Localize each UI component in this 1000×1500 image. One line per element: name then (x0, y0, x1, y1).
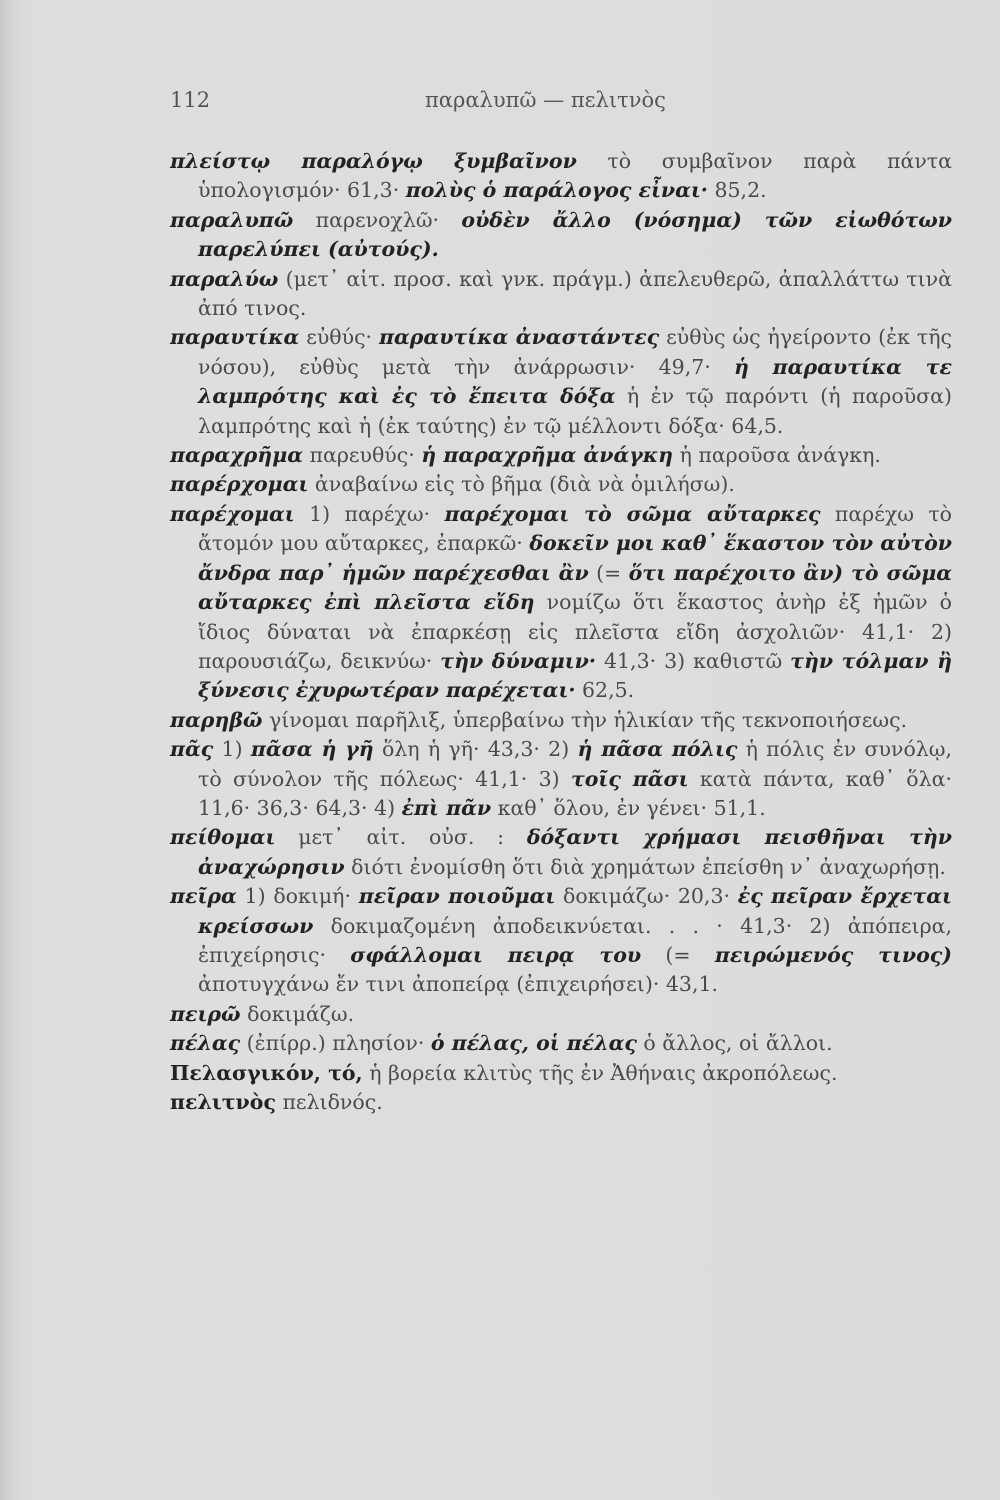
headword: πέλας (170, 1031, 241, 1056)
phrase: ἡ παραυτίκα τε λαμπρότης καὶ ἐς τὸ ἔπειτα δόξα (198, 354, 953, 409)
headword: πεῖρα (170, 884, 237, 909)
phrase: οὐδὲν ἄλλο (νόσημα) τῶν εἰωθότων παρελύπει (αὐτούς). (198, 207, 952, 262)
page-header (170, 88, 950, 120)
headword: παραλυπῶ (170, 207, 294, 232)
headword: πᾶς (170, 737, 214, 762)
definition: δοκιμάζω. (240, 1001, 355, 1026)
definition: (ἐπίρρ.) πλησίον· (240, 1031, 431, 1056)
definition: μετ᾽ αἰτ. οὐσ. : (275, 825, 527, 850)
entry-peira (170, 882, 952, 1000)
glossary-body (170, 147, 952, 1117)
definition: εὐθύς· (299, 325, 379, 350)
phrase: δόξαντι χρήμασι πεισθῆναι τὴν ἀναχώρησιν (198, 825, 953, 879)
headword: πλείστῳ παραλόγῳ ξυμβαῖνον (170, 149, 577, 173)
entry-pelas (170, 1029, 952, 1058)
phrase: δοκεῖν μοι καθ᾽ ἕκαστον τὸν αὐτὸν ἄνδρα παρ᾽ ἡμῶν παρέχεσθαι ἂν (198, 531, 953, 585)
headword: πειρῶ (170, 1001, 241, 1026)
phrase: παραυτίκα ἀναστάντες (379, 325, 660, 350)
headword: πελιτνὸς (170, 1090, 276, 1114)
entry-parachrema (170, 441, 952, 470)
definition: 1) (213, 737, 251, 762)
definition: ἡ παροῦσα ἀνάγκη. (673, 443, 881, 468)
definition: δοκιμάζω· 20,3· (555, 884, 738, 909)
definition: ἀποτυγχάνω ἔν τινι ἀποπείρᾳ (ἐπιχειρήσει)· 43,1. (198, 972, 719, 997)
phrase: πολὺς ὁ παράλογος εἶναι· (405, 178, 708, 203)
entry-pelasgikon (170, 1059, 952, 1088)
definition: κατὰ πάντα, καθ᾽ ὅλα· 11,6· 36,3· 64,3· 4) (198, 766, 952, 820)
phrase: πειρώμενός τινος) (714, 942, 952, 967)
definition: ἀναβαίνω εἰς τὸ βῆμα (διὰ νὰ ὁμιλήσω). (308, 472, 735, 497)
phrase: παρέχομαι τὸ σῶμα αὔταρκες (444, 501, 821, 526)
phrase: πεῖραν ποιοῦμαι (358, 884, 556, 909)
definition: γίνομαι παρῆλιξ, ὑπερβαίνω τὴν ἡλικίαν τῆς τεκνοποιήσεως. (262, 707, 908, 732)
definition: ὅλη ἡ γῆ· 43,3· 2) (373, 737, 578, 762)
headword: παραχρῆμα (170, 443, 303, 468)
definition: 85,2. (707, 178, 767, 203)
entry-parautika (170, 323, 952, 441)
entry-parebo (170, 706, 952, 735)
definition: ἡ πόλις ἐν συνόλῳ, τὸ σύνολον τῆς πόλεως· 41,1· 3) (198, 737, 953, 791)
phrase: ἡ παραχρῆμα ἀνάγκη (421, 443, 674, 468)
headword: πείθομαι (170, 825, 276, 850)
definition: 41,3· 3) καθιστῶ (596, 648, 791, 673)
phrase: σφάλλομαι πειρᾳ του (350, 942, 642, 967)
definition: τὸ συμβαῖνον παρὰ πάντα ὑπολογισμόν· 61,3· (198, 149, 952, 203)
headword: παραυτίκα (170, 325, 300, 350)
definition: εὐθὺς ὡς ἠγείροντο (ἐκ τῆς νόσου), εὐθὺς μετὰ τὴν ἀνάρρωσιν· 49,7· (198, 325, 953, 379)
entry-pelitnos (170, 1088, 952, 1117)
headword: παρέρχομαι (170, 472, 309, 497)
definition: παρέχω τὸ ἄτομόν μου αὔταρκες, ἐπαρκῶ· (198, 501, 953, 556)
definition: παρευθύς· (303, 443, 422, 468)
headword: παρηβῶ (170, 707, 263, 732)
phrase: τοῖς πᾶσι (570, 766, 689, 791)
headword: Πελασγικόν, τό, (170, 1060, 363, 1085)
phrase: ἐς πεῖραν ἔρχεται κρείσσων (198, 884, 952, 938)
entry-parerchomai (170, 470, 952, 499)
page-number: 112 (170, 88, 211, 112)
definition: ἡ βορεία κλιτὺς τῆς ἐν Ἀθήναις ἀκροπόλεως. (362, 1060, 838, 1085)
phrase: τὴν δύναμιν· (440, 648, 596, 673)
definition: παρενοχλῶ· (293, 207, 462, 232)
definition: ὁ ἄλλος, οἱ ἄλλοι. (636, 1031, 833, 1056)
definition: νομίζω ὅτι ἕκαστος ἀνὴρ ἐξ ἡμῶν ὁ ἴδιος δύναται νὰ ἐπαρκέσῃ εἰς πλεῖστα εἴδη ἀσχολιῶν· 41,1· 2) παρουσιάζω, δεικνύω· (198, 590, 953, 673)
entry-parechomai (170, 500, 952, 706)
definition: ἡ ἐν τῷ παρόντι (ἡ παροῦσα) λαμπρότης καὶ ἡ (ἐκ ταύτης) ἐν τῷ μέλλοντι δόξα· 64,5. (198, 384, 953, 438)
entry-peithomai (170, 823, 952, 882)
entry-peiro (170, 1000, 952, 1029)
definition: (= (588, 560, 629, 585)
phrase: ἐπὶ πᾶν (401, 795, 492, 820)
phrase: ἡ πᾶσα πόλις (577, 737, 738, 762)
definition: 62,5. (575, 678, 635, 703)
definition: 1) παρέχω· (294, 501, 445, 526)
definition: (= (641, 942, 715, 967)
definition: πελιδνός. (275, 1090, 383, 1114)
entry-paralypo (170, 206, 952, 265)
definition: δοκιμαζομένη ἀποδεικνύεται. . . · 41,3· 2) ἀπόπειρα, ἐπιχείρησις· (198, 913, 952, 967)
headword: παρέχομαι (170, 501, 295, 526)
entry-pleisto (170, 147, 952, 206)
entry-paralyo (170, 265, 952, 324)
running-title: παραλυπῶ — πελιτνὸς (425, 88, 666, 112)
definition: διότι ἐνομίσθη ὅτι διὰ χρημάτων ἐπείσθη ν᾽ ἀναχωρήσῃ. (344, 854, 946, 879)
definition: (μετ᾽ αἰτ. προσ. καὶ γνκ. πράγμ.) ἀπελευθερῶ, ἀπαλλάττω τινὰ ἀπό τινος. (198, 266, 952, 321)
definition: 1) δοκιμή· (236, 884, 359, 909)
phrase: ὁ πέλας, οἱ πέλας (430, 1031, 637, 1056)
definition: καθ᾽ ὅλου, ἐν γένει· 51,1. (491, 795, 766, 820)
phrase: τὴν τόλμαν ἢ ξύνεσις ἐχυρωτέραν παρέχεται· (198, 648, 952, 703)
entry-pas (170, 735, 952, 823)
headword: παραλύω (170, 266, 279, 291)
phrase: πᾶσα ἡ γῆ (250, 737, 374, 762)
phrase: ὅτι παρέχοιτο ἂν) τὸ σῶμα αὔταρκες ἐπὶ πλεῖστα εἴδη (198, 560, 952, 615)
